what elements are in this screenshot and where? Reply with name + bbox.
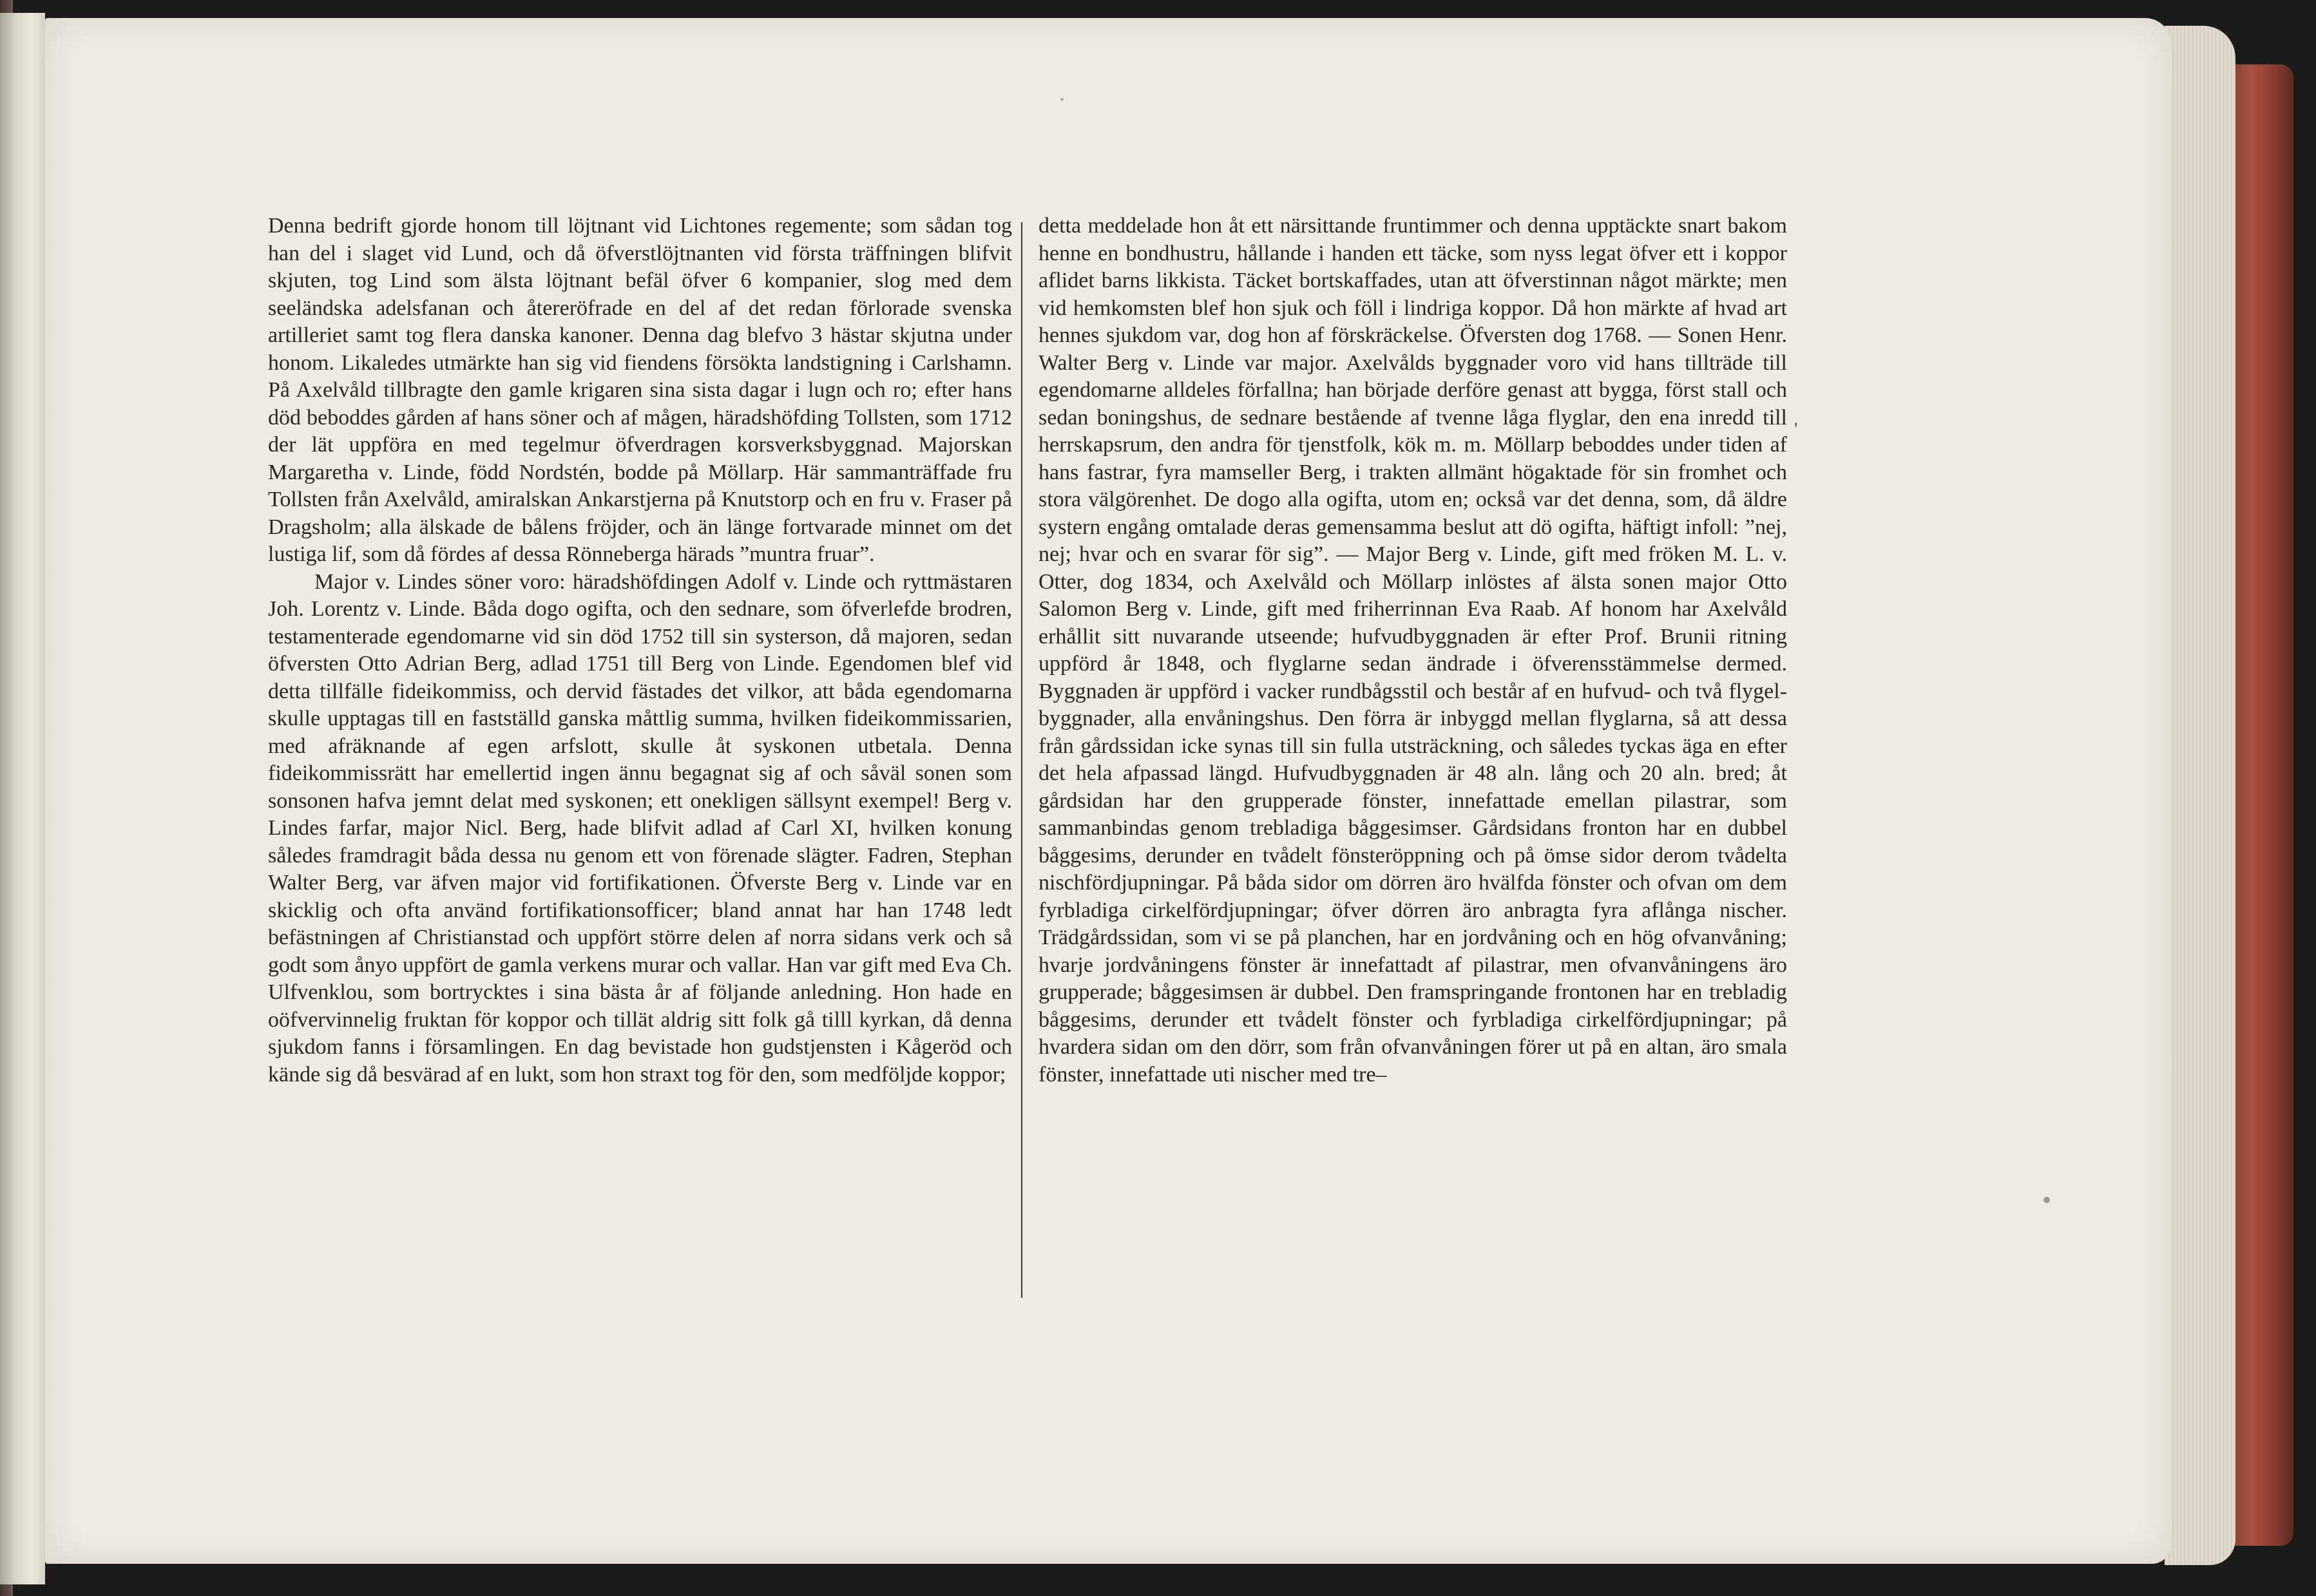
page-stack <box>2165 26 2235 1565</box>
right-text-column <box>1038 213 1787 1307</box>
paragraph: Major v. Lindes söner voro: häradshöfdingen Adolf v. Linde och ryttmästaren Joh. Lorentz v. Linde. Båda dogo ogifta, och den sednare, som öfverlefde brodren, testamenterade egendomarne vid sin död 1752 till sin systerson, då majoren, sedan öfversten Otto Adrian Berg, adlad 1751 till Berg von Linde. Egendomen blef vid detta tillfälle fideikommiss, och dervid fästades det vilkor, att båda egendomarna skulle upptagas till en fastställd ganska måttlig summa, hvilken fideikommissarien, med afräknande af egen arfslott, skulle åt syskonen utbetala. Denna fideikommissrätt har emellertid ingen ännu begagnat sig af och såväl sonen som sonsonen hafva jemnt delat med syskonen; ett onekligen sällsynt exempel! Berg v. Lindes farfar, major Nicl. Berg, hade blifvit adlad af Carl XI, hvilken konung således framdragit båda dessa nu genom ett von förenade slägter. Fadren, Stephan Walter Berg, var äfven major vid fortifikationen. Öfverste Berg v. Linde var en skicklig och ofta använd fortifikationsofficer; bland annat har han 1748 ledt befästningen af Christianstad och uppfört större delen af norra sidans verk och så godt som ånyo uppfört de gamla verkens murar och vallar. Han var gift med Eva Ch. Ulfvenklou, som bortrycktes i sina bästa år af följande anledning. Hon hade en oöfvervinnelig fruktan för koppor och tillät aldrig sitt folk gå tilll kyrkan, då denna sjukdom fanns i församlingen. En dag bevistade hon gudstjensten i Kågeröd och kände sig då besvärad af en lukt, som hon straxt tog för den, som medföljde koppor; <box>268 569 1012 1087</box>
left-text-column <box>268 213 1012 1307</box>
margin-mark: ' <box>1794 419 1798 440</box>
left-page-curve <box>0 13 45 1584</box>
page-speck <box>1060 98 1064 101</box>
paragraph: Denna bedrift gjorde honom till löjtnant vid Lichtones regemente; som sådan tog han del i slaget vid Lund, och då öfverstlöjtnanten vid första träffningen blifvit skjuten, tog Lind som älsta löjtnant befäl öfver 6 kompanier, slog med dem seeländska adelsfanan och återeröfrade en del af det redan förlorade svenska artilleriet samt tog flera danska kanoner. Denna dag blefvo 3 hästar skjutna under honom. Likaledes utmärkte han sig vid fiendens försökta landstigning i Carlshamn. På Axelvåld tillbragte den gamle krigaren sina sista dagar i lugn och ro; efter hans död beboddes gården af hans söner och af mågen, häradshöfding Tollsten, som 1712 der lät uppföra en med tegelmur öfverdragen korsverksbyggnad. Majorskan Margaretha v. Linde, född Nordstén, bodde på Möllarp. Här sammanträffade fru Tollsten från Axelvåld, amiralskan Ankarstjerna på Knutstorp och en fru v. Fraser på Dragsholm; alla älskade de bålens fröjder, och än länge fortvarade minnet om det lustiga lif, som då fördes af dessa Rönneberga härads ”muntra fruar”. <box>268 214 1012 566</box>
column-divider <box>1021 222 1022 1298</box>
paragraph: detta meddelade hon åt ett närsittande fruntimmer och denna upptäckte snart bakom henne en bondhustru, hållande i handen ett täcke, som nyss legat öfver ett i koppor aflidet barns likkista. Täcket bortskaffades, utan att öfverstinnan något märkte; men vid hemkomsten blef hon sjuk och föll i lindriga koppor. Då hon märkte af hvad art hennes sjukdom var, dog hon af förskräckelse. Öfversten dog 1768. — Sonen Henr. Walter Berg v. Linde var major. Axelvålds byggnader voro vid hans tillträde till egendomarne alldeles förfallna; han började derföre genast att bygga, först stall och sedan boningshus, de sednare bestående af tvenne låga flyglar, den ena inredd till herrskapsrum, den andra för tjenstfolk, kök m. m. Möllarp beboddes under tiden af hans fastrar, fyra mamseller Berg, i trakten allmänt högaktade för sin fromhet och stora välgörenhet. De dogo alla ogifta, utom en; också var det denna, som, då äldre systern engång omtalade deras gemensamma beslut att dö ogifta, häftigt infoll: ”nej, nej; hvar och en svarar för sig”. — Major Berg v. Linde, gift med fröken M. L. v. Otter, dog 1834, och Axelvåld och Möllarp inlöstes af älsta sonen major Otto Salomon Berg v. Linde, gift med friherrinnan Eva Raab. Af honom har Axelvåld erhållit sitt nuvarande utseende; hufvudbyggnaden är efter Prof. Brunii ritning uppförd år 1848, och flyglarne sedan ändrade i öfverensstämmelse dermed. Byggnaden är uppförd i vacker rundbågsstil och består af en hufvud- och två flygel-byggnader, alla envåningshus. Den förra är inbyggd mellan flyglarna, så att dessa från gårdssidan icke synas till sin fulla utsträckning, och således tyckas äga en efter det hela afpassad längd. Hufvudbyggnaden är 48 aln. lång och 20 aln. bred; åt gårdsidan har den grupperade fönster, innefattade emellan pilastrar, som sammanbindas genom trebladiga båggesimser. Gårdsidans fronton har en dubbel båggesims, derunder en tvådelt fönsteröppning och på ömse sidor derom tvådelta nischfördjupningar. På båda sidor om dörren äro hvälfda fönster och ofvan om dem fyrbladiga cirkelfördjupningar; öfver dörren äro anbragta fyra aflånga nischer. Trädgårdssidan, som vi se på planchen, har en jordvåning och en hög ofvanvåning; hvarje jordvåningens fönster är innefattadt af pilastrar, men ofvanvåningens äro grupperade; båggesimsen är dubbel. Den framspringande frontonen har en trebladig båggesims, derunder ett tvådelt fönster och fyrbladiga cirkelfördjupningar; på hvardera sidan om den dörr, som från ofvanvåningen förer ut på en altan, äro smala fönster, innefattade uti nischer med tre– <box>1038 214 1787 1087</box>
page-speck <box>2043 1197 2050 1203</box>
